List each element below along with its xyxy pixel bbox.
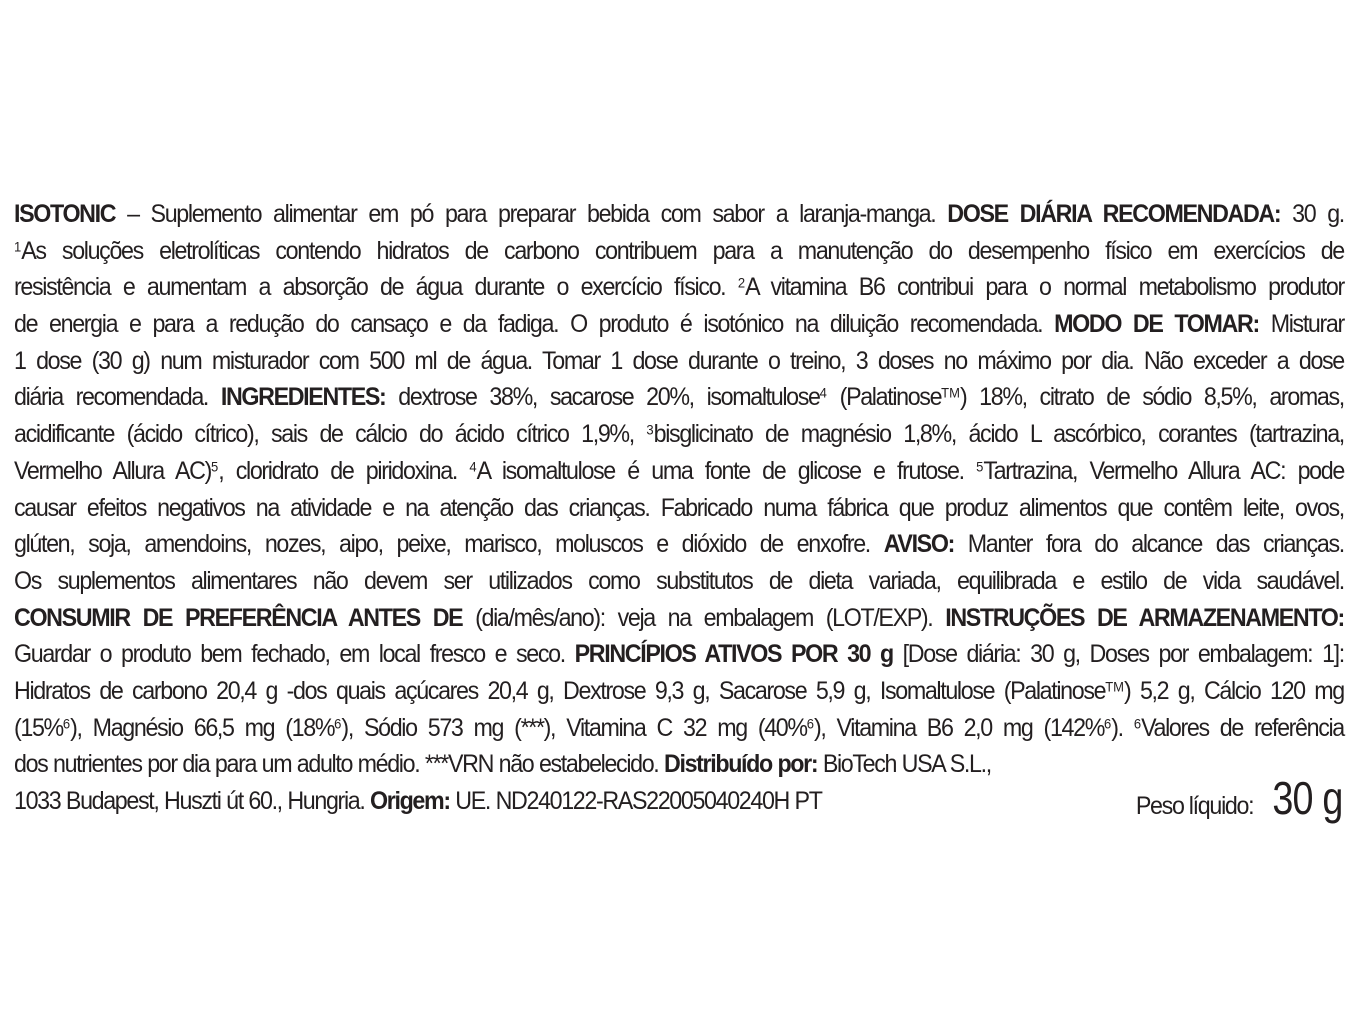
label-text: glúten, soja, amendoins, nozes, aipo, peixe, marisco, moluscos e dióxido de enxofre. (14, 530, 884, 559)
label-line (14, 233, 1344, 270)
label-text: (15% (14, 713, 63, 742)
label-text: 30 g. (1280, 200, 1344, 228)
section-heading: INGREDIENTES: (220, 383, 386, 412)
label-text: causar efeitos negativos na atividade e na atenção das crianças. Fabricado numa fábrica que produz alimentos que contêm leite, ovos, (14, 493, 1344, 522)
label-text: Valores de referência (1141, 713, 1344, 742)
footnote-marker: TM (1105, 678, 1125, 695)
label-line (14, 379, 1344, 416)
section-heading: AVISO: (883, 530, 954, 559)
label-line (14, 343, 1344, 380)
label-line (14, 196, 1344, 233)
label-line (14, 526, 1344, 563)
label-text: ). (1111, 713, 1134, 742)
label-text: ), Vitamina B6 2,0 mg (142% (813, 713, 1105, 742)
label-text: dos nutrientes por dia para um adulto médio. ***VRN não estabelecido. (14, 750, 665, 779)
label-line (14, 269, 1344, 306)
label-text: Misturar (1258, 310, 1344, 339)
label-line (14, 673, 1344, 710)
label-text: – Suplemento alimentar em pó para preparar bebida com sabor a laranja-manga. (115, 200, 948, 228)
section-heading: Distribuído por: (664, 750, 818, 779)
label-text: acidificante (ácido cítrico), sais de cálcio do ácido cítrico 1,9%, (14, 420, 647, 449)
footnote-marker: 5 (976, 458, 984, 475)
footnote-marker: 2 (737, 274, 746, 291)
footnote-marker: 6 (1104, 714, 1112, 731)
section-heading: DOSE DIÁRIA RECOMENDADA: (947, 200, 1281, 228)
label-text: bisglicinato de magnésio 1,8%, ácido L ascórbico, corantes (tartrazina, (653, 420, 1344, 449)
label-text: Os suplementos alimentares não devem ser utilizados como substitutos de dieta variada, equilibrada e estilo de vida saudável. (14, 566, 1344, 595)
footnote-marker: 6 (334, 714, 342, 731)
label-text: 1 dose (30 g) num misturador com 500 ml de água. Tomar 1 dose durante o treino, 3 doses no máximo por dia. Não exceder a dose (14, 346, 1344, 375)
label-text: As soluções eletrolíticas contendo hidratos de carbono contribuem para a manutenção do desempenho físico em exercícios de (21, 236, 1344, 265)
label-line (14, 600, 1344, 637)
label-text: Guardar o produto bem fechado, em local fresco e seco. (14, 640, 575, 669)
label-line (14, 636, 1344, 673)
label-text: , cloridrato de piridoxina. (218, 456, 470, 485)
label-text-block (14, 196, 1344, 820)
label-text: (Palatinose (826, 383, 942, 412)
label-text: Hidratos de carbono 20,4 g -dos quais açúcares 20,4 g, Dextrose 9,3 g, Sacarose 5,9 g, Isomaltulose (Palatinose (14, 676, 1106, 705)
footnote-marker: 6 (1133, 714, 1142, 731)
label-text: ) 18%, citrato de sódio 8,5%, aromas, (959, 383, 1344, 412)
label-line (14, 490, 1344, 527)
label-text: de energia e para a redução do cansaço e da fadiga. O produto é isotónico na diluição recomendada. (14, 310, 1055, 339)
label-text: ), Magnésio 66,5 mg (18% (70, 713, 335, 742)
label-line (14, 306, 1344, 343)
net-weight (1127, 771, 1343, 825)
section-heading: PRINCÍPIOS ATIVOS POR 30 g (574, 640, 893, 669)
section-heading: INSTRUÇÕES DE ARMAZENAMENTO: (945, 603, 1344, 632)
label-text: (dia/mês/ano): veja na embalagem (LOT/EXP). (462, 603, 946, 632)
footnote-marker: 1 (14, 238, 22, 254)
footnote-marker: 6 (62, 714, 71, 731)
label-text: Vermelho Allura AC) (14, 456, 211, 485)
footnote-marker: 6 (806, 714, 814, 731)
label-text: Tartrazina, Vermelho Allura AC: pode (983, 456, 1344, 485)
footnote-marker: 5 (210, 458, 219, 475)
net-weight-value: 30 g (1272, 772, 1343, 824)
net-weight-label: Peso líquido: (1135, 792, 1254, 820)
footnote-marker: 4 (469, 458, 477, 475)
footnote-marker: 3 (646, 421, 654, 438)
label-line (14, 710, 1344, 747)
label-text: A vitamina B6 contribui para o normal metabolismo produtor (745, 273, 1344, 302)
label-text: BioTech USA S.L., (817, 750, 991, 779)
label-line (14, 416, 1344, 453)
label-line (14, 453, 1344, 490)
label-text: Manter fora do alcance das crianças. (953, 530, 1344, 559)
footnote-marker: 4 (819, 384, 827, 401)
label-text: [Dose diária: 30 g, Doses por embalagem: 1]: (892, 640, 1344, 669)
label-text: dextrose 38%, sacarose 20%, isomaltulose (385, 383, 820, 412)
label-text: diária recomendada. (14, 383, 221, 412)
section-heading: ISOTONIC (14, 200, 116, 228)
footnote-marker: TM (941, 384, 960, 401)
label-text: resistência e aumentam a absorção de água durante o exercício físico. (14, 273, 738, 302)
label-text: 1033 Budapest, Huszti út 60., Hungria. (14, 787, 371, 815)
label-text: A isomaltulose é uma fonte de glicose e frutose. (476, 456, 977, 485)
label-text: ) 5,2 g, Cálcio 120 mg (1124, 676, 1344, 705)
section-heading: Origem: (370, 787, 450, 815)
section-heading: CONSUMIR DE PREFERÊNCIA ANTES DE (14, 603, 463, 632)
label-line (14, 563, 1344, 600)
section-heading: MODO DE TOMAR: (1054, 310, 1259, 339)
label-text: ), Sódio 573 mg (***), Vitamina C 32 mg (40% (341, 713, 807, 742)
label-text: UE. ND240122-RAS22005040240H PT (449, 787, 822, 815)
